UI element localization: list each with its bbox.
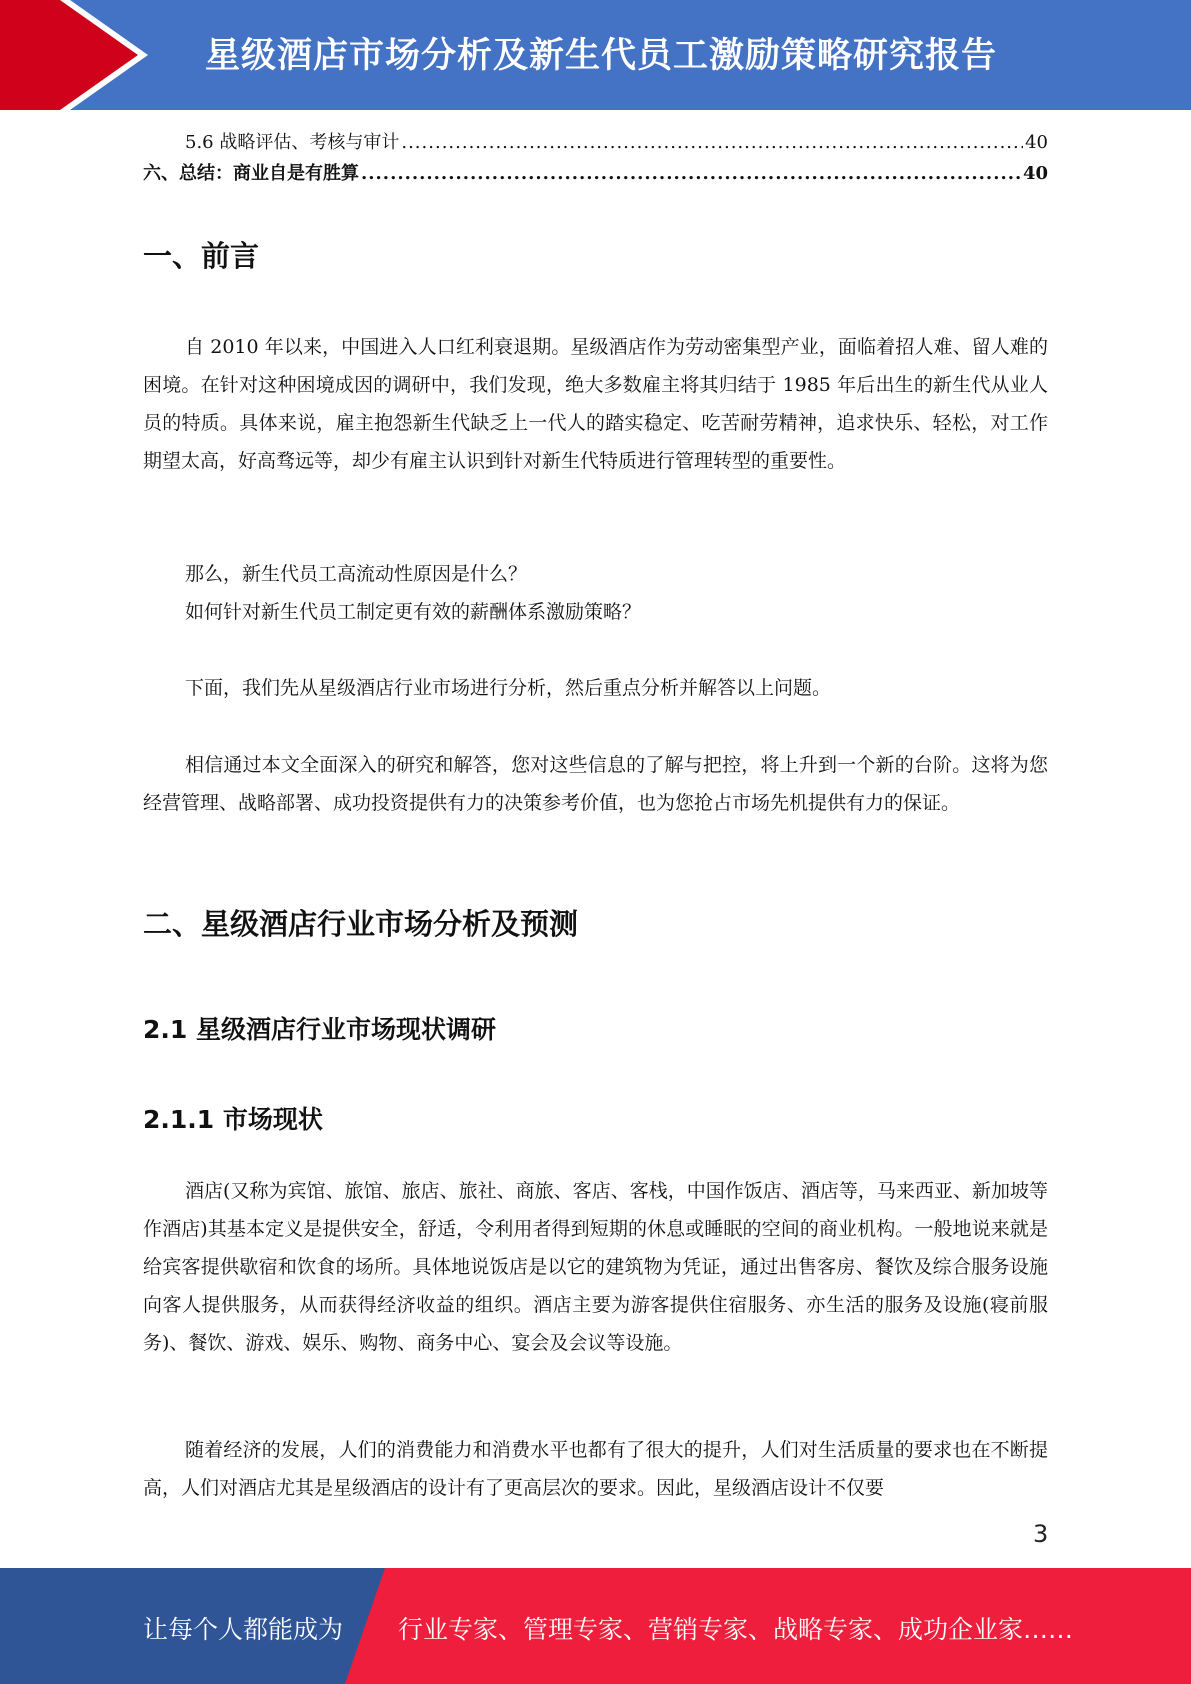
toc-entry-page: 40 <box>1025 132 1048 153</box>
subsubsection-heading: 2.1.1 市场现状 <box>143 1105 323 1134</box>
section-heading-market: 二、星级酒店行业市场分析及预测 <box>143 907 579 941</box>
paragraph: 自 2010 年以来，中国进入人口红利衰退期。星级酒店作为劳动密集型产业，面临着招人难、留人难的困境。在针对这种困境成因的调研中，我们发现，绝大多数雇主将其归结于 1985 年后出生的新生代从业人员的特质。具体来说，雇主抱怨新生代缺乏上一代人的踏实稳定、吃苦耐劳精神，追求快乐、轻松，对工作期望太高，好高骛远等，却少有雇主认识到针对新生代特质进行管理转型的重要性。 <box>143 336 1048 472</box>
document-title: 星级酒店市场分析及新生代员工激励策略研究报告 <box>205 36 998 76</box>
toc-leader-dots <box>401 132 1023 153</box>
question-line: 如何针对新生代员工制定更有效的薪酬体系激励策略？ <box>185 601 642 623</box>
paragraph: 酒店(又称为宾馆、旅馆、旅店、旅社、商旅、客店、客栈，中国作饭店、酒店等，马来西亚、新加坡等作酒店)其基本定义是提供安全，舒适，令利用者得到短期的休息或睡眠的空间的商业机构。一般地说来就是给宾客提供歇宿和饮食的场所。具体地说饭店是以它的建筑物为凭证，通过出售客房、餐饮及综合服务设施向客人提供服务，从而获得经济收益的组织。酒店主要为游客提供住宿服务、亦生活的服务及设施(寝前服务)、餐饮、游戏、娱乐、购物、商务中心、宴会及会议等设施。 <box>143 1180 1048 1354</box>
footer-slogan-right: 行业专家、管理专家、营销专家、战略专家、成功企业家…… <box>398 1615 1074 1644</box>
page-number: 3 <box>1033 1520 1049 1548</box>
page-footer <box>0 1568 1191 1684</box>
footer-slogan-left: 让每个人都能成为 <box>143 1615 344 1644</box>
section-heading-preface: 一、前言 <box>143 239 260 273</box>
paragraph: 下面，我们先从星级酒店行业市场进行分析，然后重点分析并解答以上问题。 <box>185 677 832 699</box>
paragraph: 随着经济的发展，人们的消费能力和消费水平也都有了很大的提升，人们对生活质量的要求也在不断提高，人们对酒店尤其是星级酒店的设计有了更高层次的要求。因此，星级酒店设计不仅要 <box>143 1439 1048 1499</box>
toc-entry-label: 5.6 战略评估、考核与审计 <box>185 132 400 153</box>
question-line: 那么，新生代员工高流动性原因是什么？ <box>185 563 528 585</box>
page-header <box>0 0 1191 110</box>
toc-leader-dots <box>361 163 1021 184</box>
toc-entry-label: 六、总结：商业自是有胜算 <box>143 163 359 184</box>
toc-entry-page: 40 <box>1022 163 1048 184</box>
paragraph: 相信通过本文全面深入的研究和解答，您对这些信息的了解与把控，将上升到一个新的台阶。这将为您经营管理、战略部署、成功投资提供有力的决策参考价值，也为您抢占市场先机提供有力的保证。 <box>143 754 1048 814</box>
subsection-heading: 2.1 星级酒店行业市场现状调研 <box>143 1015 496 1044</box>
toc-entry[interactable] <box>143 128 1048 158</box>
toc-entry[interactable] <box>143 159 1048 189</box>
